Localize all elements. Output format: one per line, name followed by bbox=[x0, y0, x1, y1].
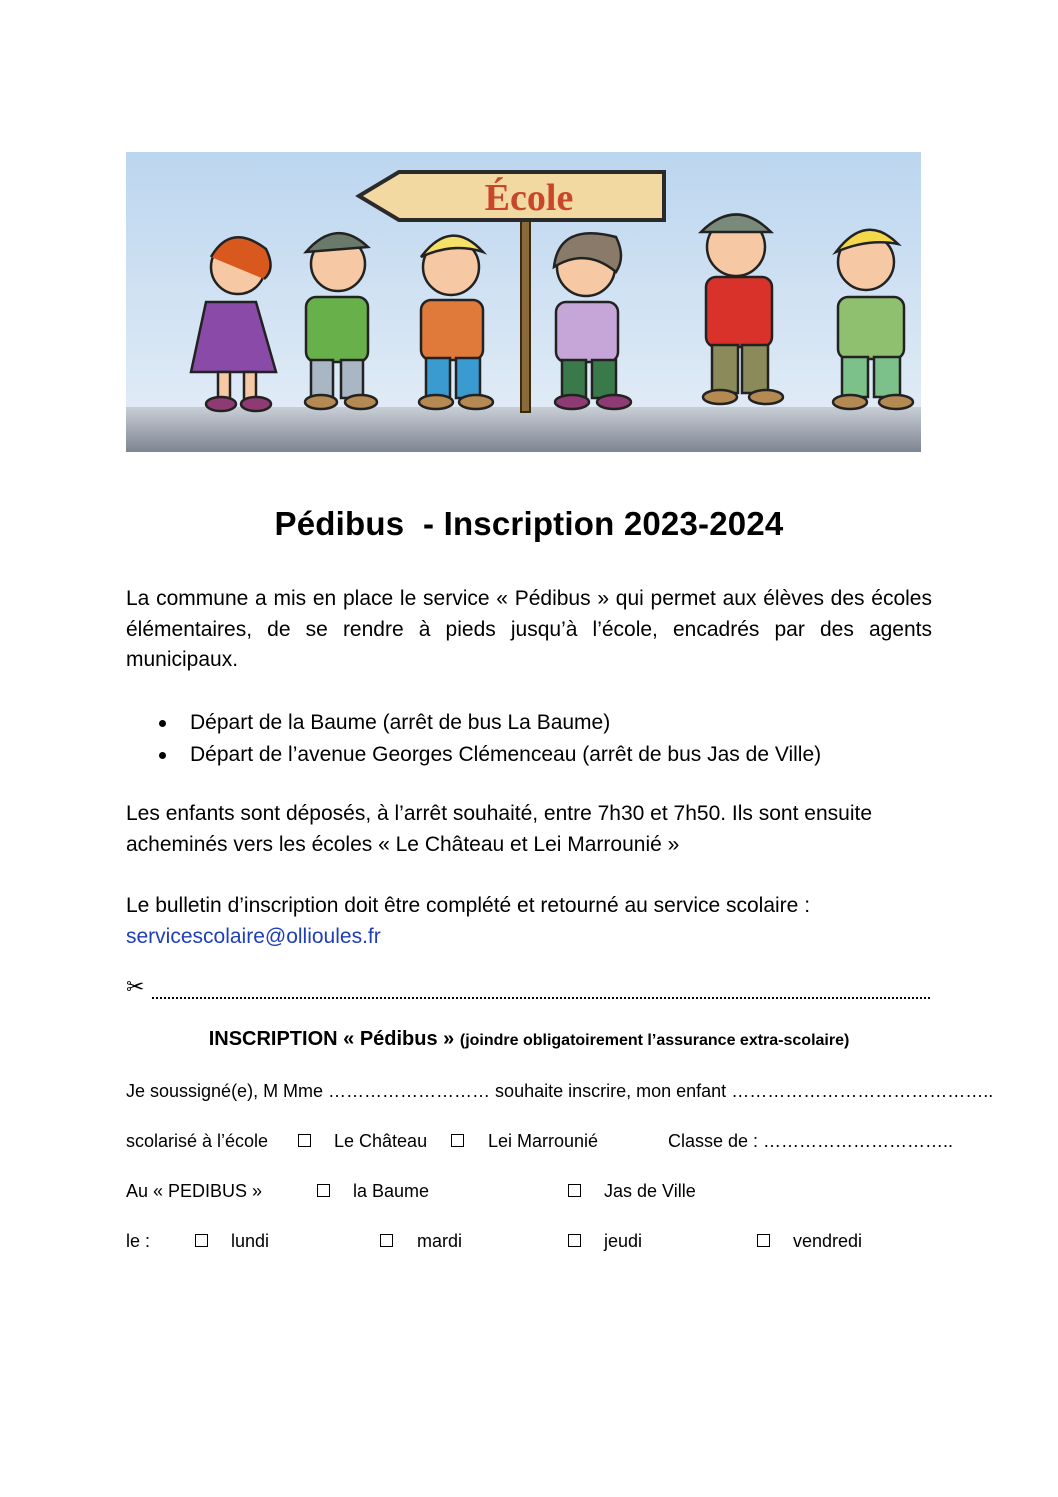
checkbox-lundi[interactable] bbox=[195, 1234, 208, 1247]
bullet-icon bbox=[159, 720, 166, 727]
cut-line bbox=[126, 974, 932, 1002]
school-option-label: Lei Marrounié bbox=[488, 1131, 599, 1151]
bullet-icon bbox=[159, 752, 166, 759]
page-title: Pédibus - Inscription 2023-2024 bbox=[274, 505, 784, 542]
checkbox-vendredi[interactable] bbox=[757, 1234, 770, 1247]
day-label: vendredi bbox=[793, 1231, 863, 1251]
form-title-main: INSCRIPTION « Pédibus » bbox=[208, 1028, 455, 1050]
days-prefix: le : bbox=[126, 1231, 151, 1251]
intro-paragraph: La commune a mis en place le service « Pédibus » qui permet aux élèves des écoles élémentaires, de se rendre à pieds jusqu’à l’école, encadrés par des agents municipaux. bbox=[126, 587, 932, 671]
checkbox-jeudi[interactable] bbox=[568, 1234, 581, 1247]
day-label: mardi bbox=[417, 1231, 463, 1251]
form-parent-line: Je soussigné(e), M Mme ……………………… souhaite inscrire, mon enfant …………………………………….. bbox=[126, 1081, 994, 1101]
day-label: jeudi bbox=[604, 1231, 643, 1251]
pedibus-option-label: Jas de Ville bbox=[604, 1181, 696, 1201]
checkbox-lei-marrounie[interactable] bbox=[451, 1134, 464, 1147]
checkbox-le-chateau[interactable] bbox=[298, 1134, 311, 1147]
form-title-note: (joindre obligatoirement l’assurance extra-scolaire) bbox=[459, 1032, 850, 1049]
dotted-line bbox=[152, 997, 930, 999]
form-title bbox=[0, 1028, 1058, 1051]
school-prefix: scolarisé à l’école bbox=[126, 1131, 269, 1151]
email-link[interactable]: servicescolaire@ollioules.fr bbox=[126, 924, 381, 948]
checkbox-mardi[interactable] bbox=[380, 1234, 393, 1247]
school-option-label: Le Château bbox=[334, 1131, 428, 1151]
departure-list bbox=[126, 707, 932, 771]
checkbox-la-baume[interactable] bbox=[317, 1184, 330, 1197]
day-label: lundi bbox=[231, 1231, 270, 1251]
bulletin-text: Le bulletin d’inscription doit être complété et retourné au service scolaire : bbox=[126, 894, 811, 917]
list-item bbox=[126, 707, 932, 739]
pedibus-prefix: Au « PEDIBUS » bbox=[126, 1181, 263, 1201]
banner-illustration bbox=[126, 152, 921, 452]
list-item bbox=[126, 739, 932, 771]
pedibus-option-label: la Baume bbox=[353, 1181, 430, 1201]
checkbox-jas-de-ville[interactable] bbox=[568, 1184, 581, 1197]
departure-text: Départ de la Baume (arrêt de bus La Baume) bbox=[190, 711, 611, 734]
departure-text: Départ de l’avenue Georges Clémenceau (arrêt de bus Jas de Ville) bbox=[190, 743, 822, 766]
class-field[interactable]: Classe de : ………………………….. bbox=[668, 1131, 954, 1151]
bulletin-paragraph bbox=[126, 891, 932, 952]
dropoff-paragraph: Les enfants sont déposés, à l’arrêt souhaité, entre 7h30 et 7h50. Ils sont ensuite acheminés vers les écoles « Le Château et Lei Marrounié » bbox=[126, 802, 872, 856]
sign-text: École bbox=[484, 177, 574, 219]
scissors-icon: ✂ bbox=[126, 974, 145, 999]
